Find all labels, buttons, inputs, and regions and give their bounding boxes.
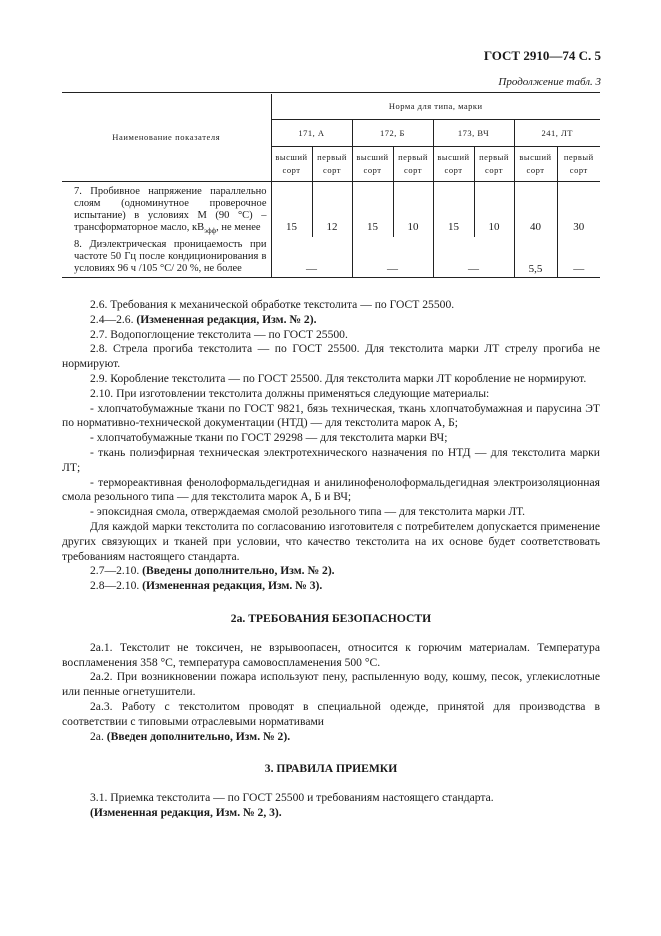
table-cell: 12 [312,182,352,238]
paragraph: 2.8. Стрела прогиба текстолита — по ГОСТ 25500. Для текстолита марки ЛТ стрелу прогиба не нормируют. [62,342,600,371]
table-cell: 40 [514,182,557,238]
grade-header: высший сорт [433,147,474,182]
paragraph: 2а.1. Текстолит не токсичен, не взрывоопасен, относится к горючим материалам. Температура воспламенения 358 °С, температура самовоспламенения 500 °С. [62,640,600,669]
paragraph: 2а.2. При возникновении пожара используют пену, распыленную воду, кошму, песок, углекислотные или пенные огнетушители. [62,670,600,699]
paragraph: 2.7. Водопоглощение текстолита — по ГОСТ 25500. [90,327,348,341]
paragraph: 2.10. При изготовлении текстолита должны применяться следующие материалы: [90,386,490,400]
section-title: 2а. ТРЕБОВАНИЯ БЕЗОПАСНОСТИ [230,611,432,625]
column-header-name: Наименование показателя [62,94,271,182]
table-cell: — [433,237,514,277]
row-name: 7. Пробивное напряжение параллельно слоям (одноминутное проверочное испытание) в условиях М (90 °С) – трансформаторное масло, $кВ_{эфф}$, не менее [74,186,267,236]
table-cell: — [271,237,352,277]
list-item: - ткань полиэфирная техническая электротехнического назначения по НТД — для текстолита марки ЛТ; [62,445,600,474]
grade-header: первый сорт [393,147,433,182]
table-cell: 30 [557,182,600,238]
properties-table [62,92,600,278]
table-cell: 15 [352,182,393,238]
paragraph: 2.6. Требования к механической обработке текстолита — по ГОСТ 25500. [90,298,455,311]
table-cell: — [352,237,433,277]
list-item: - хлопчатобумажные ткани по ГОСТ 9821, бязь техническая, ткань хлопчатобумажная и парусина ЭТ по нормативно-технической документации (НТД) — для текстолита марок А, Б; [62,401,600,430]
paragraph: 2.4—2.6. (Измененная редакция, Изм. № 2). [90,312,317,326]
document-body [62,298,600,821]
row-name: 8. Диэлектрическая проницаемость при частоте 50 Гц после кондиционирования в условиях 96 ч /105 °С/ 20 %, не более [62,237,271,277]
table-cell: 5,5 [514,237,557,277]
table-continuation-label: Продолжение табл. 3 [498,76,601,88]
paragraph: 3.1. Приемка текстолита — по ГОСТ 25500 и требованиям настоящего стандарта. [90,791,494,805]
grade-header: высший сорт [514,147,557,182]
table-cell: — [557,237,600,277]
document-reference: ГОСТ 2910—74 С. 5 [483,48,601,63]
grade-header: первый сорт [312,147,352,182]
grade-header: первый сорт [557,147,600,182]
list-item: - термореактивная фенолоформальдегидная и анилинофенолоформальдегидная электроизоляционная смола резольного типа — для текстолита марок А, Б и ВЧ; [62,475,600,504]
type-header: 173, ВЧ [433,120,514,147]
grade-header: первый сорт [474,147,514,182]
section-title: 3. ПРАВИЛА ПРИЕМКИ [264,762,398,776]
table-cell: 10 [474,182,514,238]
paragraph: 2.8—2.10. (Измененная редакция, Изм. № 3). [90,579,323,593]
column-header-norm: Норма для типа, марки [271,94,600,120]
table-cell: 10 [393,182,433,238]
table-cell: 15 [433,182,474,238]
paragraph: 2а. (Введен дополнительно, Изм. № 2). [90,729,291,743]
type-header: 241, ЛТ [514,120,600,147]
list-item: - хлопчатобумажные ткани по ГОСТ 29298 — для текстолита марки ВЧ; [90,431,448,445]
paragraph: Для каждой марки текстолита по согласованию изготовителя с потребителем допускается применение других связующих и тканей при условии, что качество текстолита на их основе будет соответствовать требованиям настоящего стандарта. [62,519,600,563]
table-row [62,237,600,277]
paragraph: 2а.3. Работу с текстолитом проводят в специальной одежде, принятой для производства в соответствии с типовыми отраслевыми нормативами [62,699,600,728]
paragraph: 2.9. Коробление текстолита — по ГОСТ 25500. Для текстолита марки ЛТ коробление не нормируют. [90,371,587,385]
table-cell: 15 [271,182,312,238]
amendment-note: (Измененная редакция, Изм. № 2, 3). [90,805,282,819]
type-header: 171, А [271,120,352,147]
paragraph: 2.7—2.10. (Введены дополнительно, Изм. № 2). [90,564,335,578]
list-item: - эпоксидная смола, отверждаемая смолой резольного типа — для текстолита марки ЛТ. [90,505,525,519]
type-header: 172, Б [352,120,433,147]
grade-header: высший сорт [352,147,393,182]
grade-header: высший сорт [271,147,312,182]
table-row [62,182,600,238]
